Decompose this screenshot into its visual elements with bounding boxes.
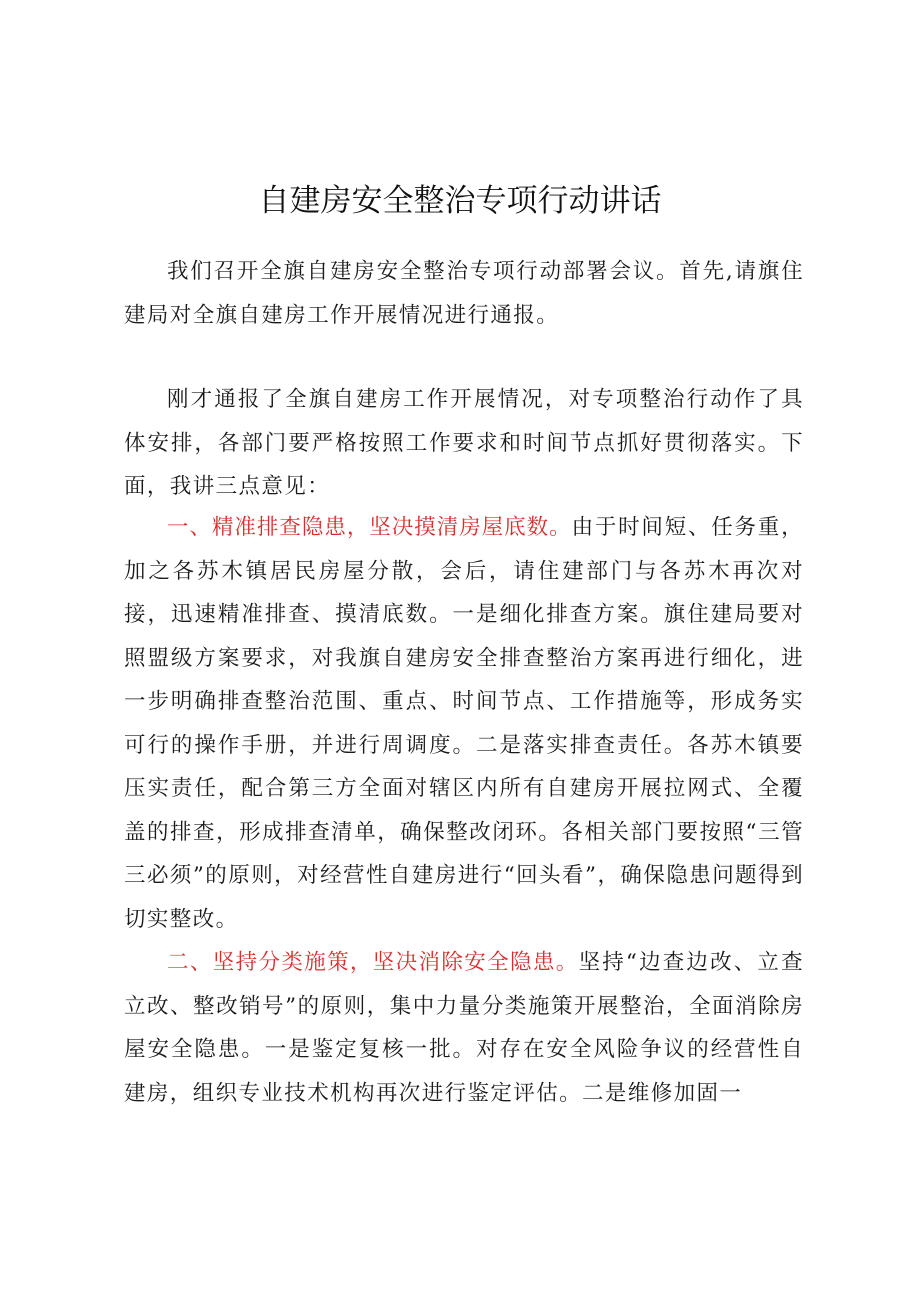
point-one-body: 由于时间短、任务重，加之各苏木镇居民房屋分散，会后，请住建部门与各苏木再次对接，迅速精准排查、摸清底数。一是细化排查方案。旗住建局要对照盟级方案要求，对我旗自建房安全排查整治方案再进行细化，进一步明确排查整治范围、重点、时间节点、工作措施等，形成务实可行的操作手册，并进行周调度。二是落实排查责任。各苏木镇要压实责任，配合第三方全面对辖区内所有自建房开展拉网式、全覆盖的排查，形成排查清单，确保整改闭环。各相关部门要按照“三管三必须”的原则，对经营性自建房进行“回头看”，确保隐患问题得到切实整改。 [124,515,804,932]
point-two-body: 坚持“边查边改、立查立改、整改销号”的原则，集中力量分类施策开展整治，全面消除房屋安全隐患。一是鉴定复核一批。对存在安全风险争议的经营性自建房，组织专业技术机构再次进行鉴定评估。二是维修加固一 [124,950,804,1106]
point-two-heading: 二、坚持分类施策，坚决消除安全隐患。 [167,950,579,975]
paragraph-point-two [124,941,804,1115]
point-one-heading: 一、精准排查隐患，坚决摸清房屋底数。 [167,515,572,540]
paragraph-intro: 刚才通报了全旗自建房工作开展情况，对专项整治行动作了具体安排，各部门要严格按照工作要求和时间节点抓好贯彻落实。下面，我讲三点意见： [124,387,804,499]
paragraph-opening: 我们召开全旗自建房安全整治专项行动部署会议。首先,请旗住建局对全旗自建房工作开展情况进行通报。 [124,259,804,328]
paragraph-point-one [124,506,804,941]
document-title: 自建房安全整治专项行动讲话 [258,183,662,219]
